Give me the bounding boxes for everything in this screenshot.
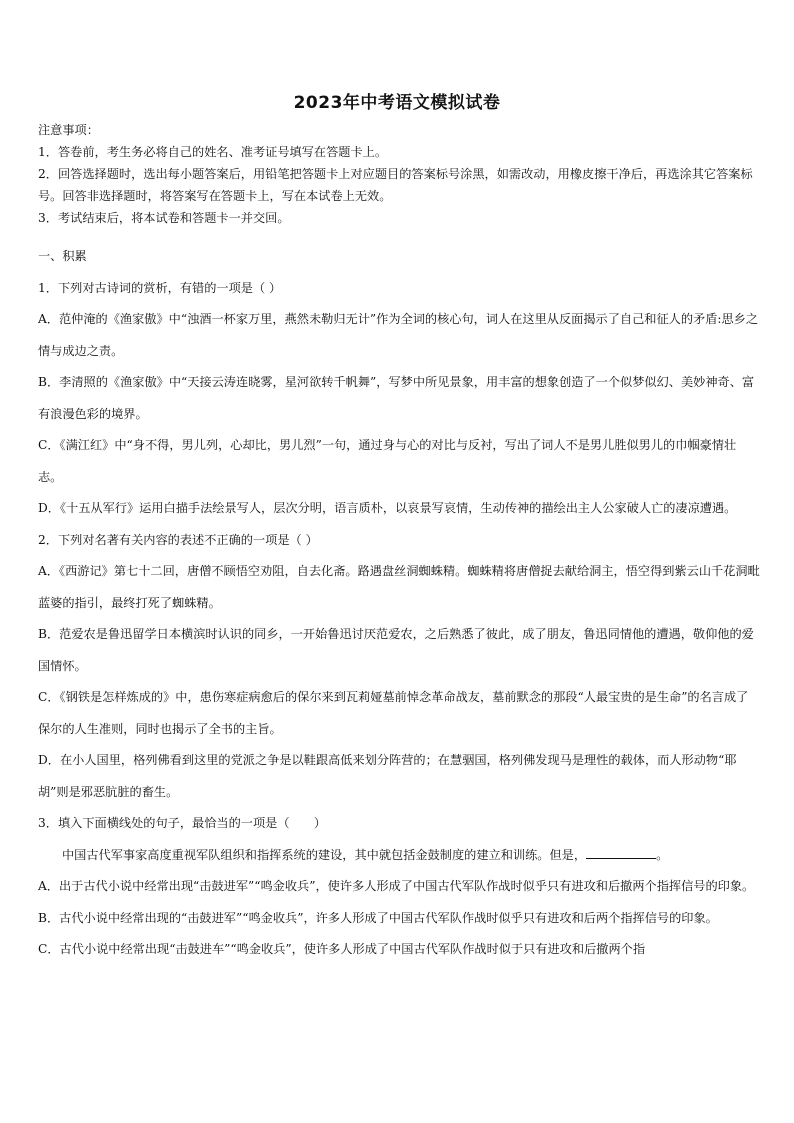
option-b: B．范爱农是鲁迅留学日本横滨时认识的同乡，一开始鲁迅讨厌范爱农，之后熟悉了彼此，成了朋友，鲁迅同情他的遭遇，敬仰他的爱国情怀。: [38, 627, 754, 673]
notice-item: 1．答卷前，考生务必将自己的姓名、准考证号填写在答题卡上。: [38, 145, 388, 159]
option-d: D．《十五从军行》运用白描手法绘景写人，层次分明，语言质朴，以哀景写哀情，生动传神的描绘出主人公家破人亡的凄凉遭遇。: [38, 501, 737, 515]
answer-blank: [586, 846, 656, 859]
question-stem: 1．下列对古诗词的赏析，有错的一项是（ ）: [38, 280, 282, 295]
notice-heading: 注意事项：: [38, 123, 99, 137]
question-stem: 3．填入下面横线处的句子，最恰当的一项是（ ）: [38, 816, 327, 830]
option-d: D．在小人国里，格列佛看到这里的党派之争是以鞋跟高低来划分阵营的；在慧骃国，格列佛发现马是理性的载体，而人形动物“耶胡”则是邪恶肮脏的畜生。: [38, 753, 737, 799]
option-a: A．出于古代小说中经常出现“击鼓进军”“鸣金收兵”，使许多人形成了中国古代军队作战时似乎只有进攻和后撤两个指挥信号的印象。: [38, 879, 755, 893]
passage-end: 。: [656, 847, 669, 862]
option-c: C．《钢铁是怎样炼成的》中，患伤寒症病愈后的保尔来到瓦莉娅墓前悼念革命战友，墓前默念的那段“人最宝贵的是生命”的名言成了保尔的人生准则，同时也揭示了全书的主旨。: [38, 690, 749, 736]
section-heading: 一、积累: [38, 249, 87, 263]
question-passage: [38, 840, 760, 872]
questions-section: [38, 241, 760, 966]
notice-item: 3．考试结束后，将本试卷和答题卡一并交回。: [38, 211, 290, 225]
notice-section: [38, 119, 758, 229]
option-a: A．《西游记》第七十二回，唐僧不顾悟空劝阻，自去化斋。路遇盘丝洞蜘蛛精。蜘蛛精将唐僧捉去献给洞主，悟空得到紫云山千花洞毗蓝婆的指引，最终打死了蜘蛛精。: [38, 564, 760, 610]
page-title: 2023年中考语文模拟试卷: [293, 93, 501, 113]
option-b: B．李清照的《渔家傲》中“天接云涛连晓雾，星河欲转千帆舞”，写梦中所见景象，用丰富的想象创造了一个似梦似幻、美妙神奇、富有浪漫色彩的境界。: [38, 375, 755, 421]
passage-text: 中国古代军事家高度重视军队组织和指挥系统的建设，其中就包括金鼓制度的建立和训练。但是，: [62, 847, 587, 862]
option-c: C．《满江红》中“身不得，男儿列，心却比，男儿烈”一句，通过身与心的对比与反衬，写出了词人不是男儿胜似男儿的巾帼豪情壮志。: [38, 438, 737, 484]
option-a: A．范仲淹的《渔家傲》中“浊酒一杯家万里，燕然未勒归无计”作为全词的核心句，词人在这里从反面揭示了自己和征人的矛盾:思乡之情与成边之责。: [38, 312, 759, 358]
notice-item: 2．回答选择题时，选出每小题答案后，用铅笔把答题卡上对应题目的答案标号涂黑，如需改动，用橡皮擦干净后，再选涂其它答案标号。回答非选择题时，将答案写在答题卡上，写在本试卷上无效。: [38, 167, 753, 203]
question-stem: 2．下列对名著有关内容的表述不正确的一项是（ ）: [38, 532, 318, 547]
option-c: C．古代小说中经常出现“击鼓进车”“鸣金收兵”，使许多人形成了中国古代军队作战时似于只有进攻和后撤两个指: [38, 942, 646, 956]
option-b: B．古代小说中经常出现的“击鼓进军”“鸣金收兵”，许多人形成了中国古代军队作战时似乎只有进攻和后两个指挥信号的印象。: [38, 910, 718, 925]
